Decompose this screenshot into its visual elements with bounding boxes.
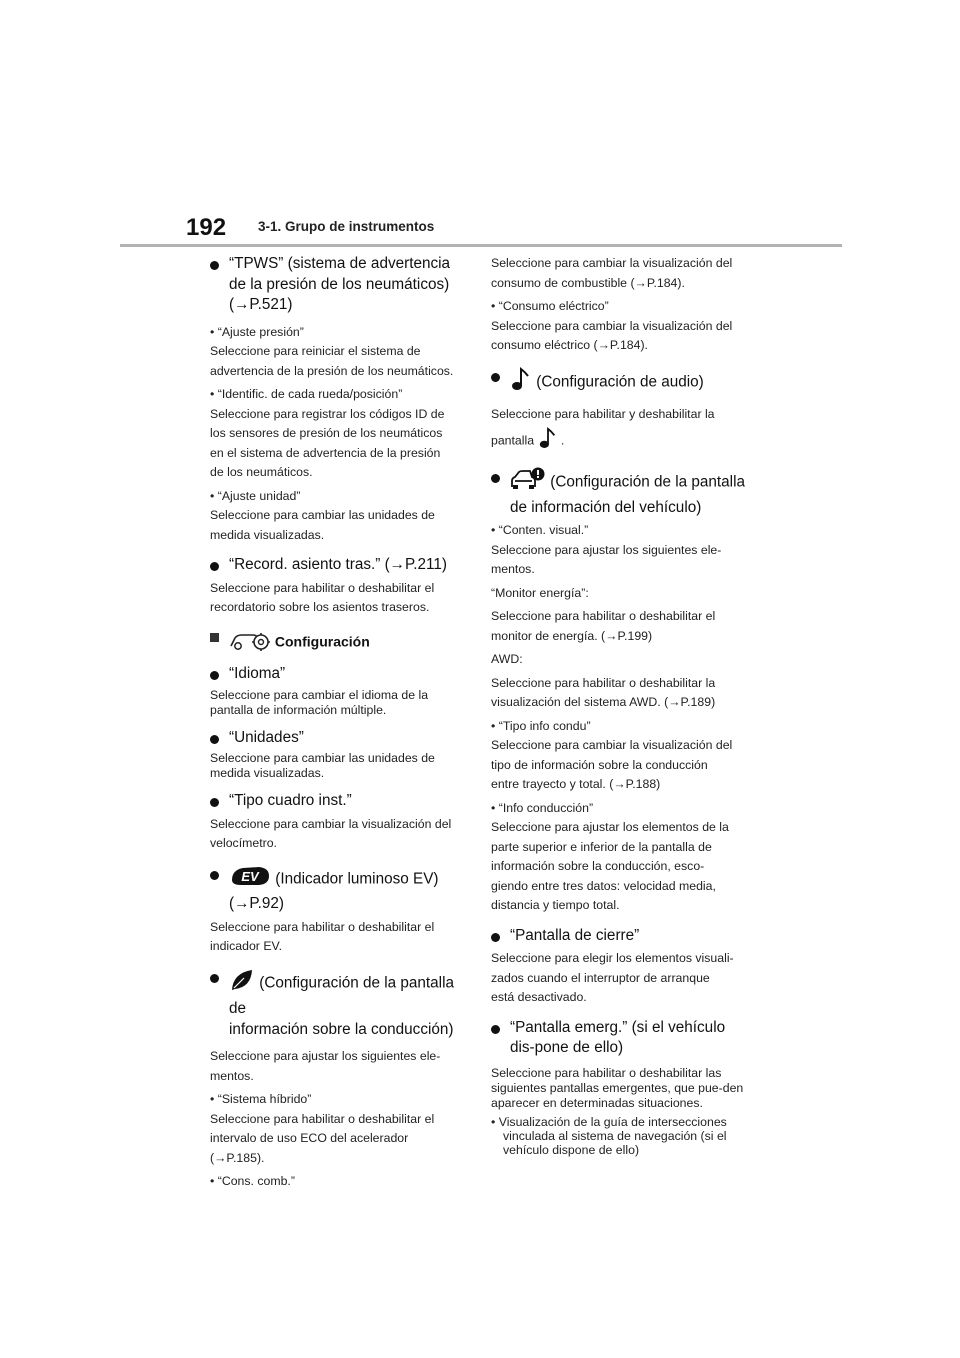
music-note-icon xyxy=(538,425,558,458)
tpws-heading xyxy=(210,254,468,316)
text-line: Seleccione para habilitar o deshabilitar el xyxy=(491,609,716,623)
tipo-cuadro-heading xyxy=(210,791,468,812)
text-line: (→P.185). xyxy=(210,1150,265,1165)
eco-leaf-icon xyxy=(229,967,255,1000)
audio-text: pantalla xyxy=(491,433,535,447)
svg-text:EV: EV xyxy=(241,868,259,884)
text-line: zados cuando el interruptor de arranque xyxy=(491,970,710,985)
ev-heading xyxy=(210,864,468,915)
text-line: los sensores de presión de los neumáticos xyxy=(210,426,443,440)
text-line: medida visualizadas. xyxy=(210,527,325,542)
text-line: indicador EV. xyxy=(210,939,283,953)
text-line: Seleccione para ajustar los siguientes ele- xyxy=(210,1049,441,1063)
audio-line-2 xyxy=(491,425,753,458)
record-heading xyxy=(210,555,468,576)
text-line: intervalo de uso ECO del acelerador xyxy=(210,1131,409,1145)
ev-ref: (→P.92) xyxy=(229,895,284,912)
square-bullet xyxy=(210,633,219,642)
music-note-icon xyxy=(510,366,532,399)
text-line: tipo de información sobre la conducción xyxy=(491,757,708,772)
text-line: Seleccione para cambiar la visualización del xyxy=(491,256,733,270)
text-line: distancia y tiempo total. xyxy=(491,898,620,912)
audio-title: (Configuración de audio) xyxy=(536,372,704,390)
text-line: Seleccione para registrar los códigos ID de xyxy=(210,406,445,421)
car-gear-icon xyxy=(229,628,271,658)
cierre-heading xyxy=(491,926,753,947)
idioma-text: Seleccione para cambiar el idioma de la pantalla de información múltiple. xyxy=(210,687,429,717)
bullet-dot xyxy=(210,974,219,983)
info-cond-bullet: • “Info conducción” xyxy=(491,800,594,815)
text-line: velocímetro. xyxy=(210,836,277,850)
text-line: Seleccione para ajustar los siguientes ele- xyxy=(491,542,722,557)
text-line: Seleccione para habilitar o deshabilitar la xyxy=(491,675,716,690)
audio-period: . xyxy=(560,433,565,447)
idioma-heading xyxy=(210,664,468,685)
awd-label: AWD: xyxy=(491,652,523,666)
tpws-ref: (→P.521) xyxy=(229,296,293,313)
ev-indicator-icon xyxy=(229,864,271,895)
eco-heading xyxy=(210,967,468,1041)
ajuste-unidad-bullet: • “Ajuste unidad” xyxy=(210,488,301,503)
record-title: “Record. asiento tras.” (→P.211) xyxy=(229,556,447,573)
bullet-dot xyxy=(210,261,219,270)
emerg-text: Seleccione para habilitar o deshabilitar las siguientes pantallas emergentes, que pue-den aparecer en determinadas situaciones. xyxy=(491,1065,744,1110)
hibrido-bullet: • “Sistema híbrido” xyxy=(210,1092,312,1106)
text-line: monitor de energía. (→P.199) xyxy=(491,628,653,643)
text-line: Seleccione para reiniciar el sistema de xyxy=(210,344,421,358)
section-title: 3-1. Grupo de instrumentos xyxy=(258,219,435,234)
identific-bullet: • “Identific. de cada rueda/posición” xyxy=(210,387,403,401)
conten-bullet: • “Conten. visual.” xyxy=(491,523,589,537)
emerg-heading xyxy=(491,1018,753,1059)
audio-heading xyxy=(491,366,753,399)
text-line: información sobre la conducción, esco- xyxy=(491,859,705,873)
cierre-title: “Pantalla de cierre” xyxy=(510,926,640,944)
bullet-dot xyxy=(491,373,500,382)
vehiculo-title: (Configuración de la pantalla xyxy=(550,473,745,491)
text-line: Seleccione para cambiar la visualización del xyxy=(210,816,452,831)
page-number: 192 xyxy=(186,214,227,241)
text-line: Seleccione para cambiar la visualización del xyxy=(491,738,733,752)
unidades-title: “Unidades” xyxy=(229,728,304,746)
cons-bullet: • “Cons. comb.” xyxy=(210,1174,295,1188)
bullet-dot xyxy=(210,871,219,880)
eco-title-cont: información sobre la conducción) xyxy=(229,1020,454,1038)
text-line: está desactivado. xyxy=(491,990,587,1004)
text-line: Seleccione para ajustar los elementos de la xyxy=(491,820,729,834)
header-rule xyxy=(120,244,842,247)
car-info-icon xyxy=(510,467,546,498)
text-line: recordatorio sobre los asientos traseros. xyxy=(210,600,430,614)
text-line: Seleccione para elegir los elementos visuali- xyxy=(491,951,734,965)
bullet-dot xyxy=(491,1025,500,1034)
tipo-info-bullet: • “Tipo info condu” xyxy=(491,718,591,733)
bullet-dot xyxy=(491,474,500,483)
text-line: Seleccione para cambiar la visualización del xyxy=(491,318,733,333)
monitor-label: “Monitor energía”: xyxy=(491,585,589,600)
text-line: Seleccione para cambiar las unidades de xyxy=(210,508,435,522)
bullet-dot xyxy=(210,735,219,744)
electrico-bullet: • “Consumo eléctrico” xyxy=(491,299,609,313)
ev-title: (Indicador luminoso EV) xyxy=(275,869,439,887)
text-line: mentos. xyxy=(210,1068,254,1083)
emerg-title: “Pantalla emerg.” (si el vehículo dis-pone de ello) xyxy=(510,1018,726,1056)
left-column xyxy=(210,254,468,1192)
tipo-cuadro-title: “Tipo cuadro inst.” xyxy=(229,792,352,809)
text-line: consumo eléctrico (→P.184). xyxy=(491,338,648,352)
eco-title: (Configuración de la pantalla de xyxy=(229,973,454,1017)
vehiculo-heading xyxy=(491,467,753,518)
text-line: visualización del sistema AWD. (→P.189) xyxy=(491,695,716,709)
bullet-dot xyxy=(491,933,500,942)
bullet-dot xyxy=(210,562,219,571)
nav-bullet: • Visualización de la guía de intersecciones vinculada al sistema de navegación (si el vehículo dispone de ello) xyxy=(491,1114,727,1157)
bullet-dot xyxy=(210,798,219,807)
text-line: consumo de combustible (→P.184). xyxy=(491,275,685,290)
config-title: Configuración xyxy=(274,632,370,649)
text-line: advertencia de la presión de los neumáticos. xyxy=(210,363,454,378)
text-line: parte superior e inferior de la pantalla de xyxy=(491,839,712,854)
unidades-text: Seleccione para cambiar las unidades de medida visualizadas. xyxy=(210,751,435,780)
bullet-dot xyxy=(210,671,219,680)
config-heading xyxy=(210,628,468,658)
text-line: de los neumáticos. xyxy=(210,465,313,479)
text-line: Seleccione para habilitar o deshabilitar el xyxy=(210,580,435,595)
text-line: Seleccione para habilitar o deshabilitar el xyxy=(210,1111,435,1126)
text-line: Seleccione para habilitar o deshabilitar el xyxy=(210,919,435,934)
text-line: en el sistema de advertencia de la presión xyxy=(210,445,441,460)
vehiculo-title-cont: de información del vehículo) xyxy=(510,498,702,516)
idioma-title: “Idioma” xyxy=(229,665,286,682)
ajuste-presion-bullet: • “Ajuste presión” xyxy=(210,324,304,339)
text-line: giendo entre tres datos: velocidad media, xyxy=(491,878,716,893)
tpws-title: “TPWS” (sistema de advertencia de la presión de los neumáticos) xyxy=(229,255,451,293)
text-line: entre trayecto y total. (→P.188) xyxy=(491,777,661,791)
right-column xyxy=(491,254,753,1157)
text-line: Seleccione para habilitar y deshabilitar la xyxy=(491,407,715,421)
text-line: mentos. xyxy=(491,562,535,576)
unidades-heading xyxy=(210,728,468,749)
